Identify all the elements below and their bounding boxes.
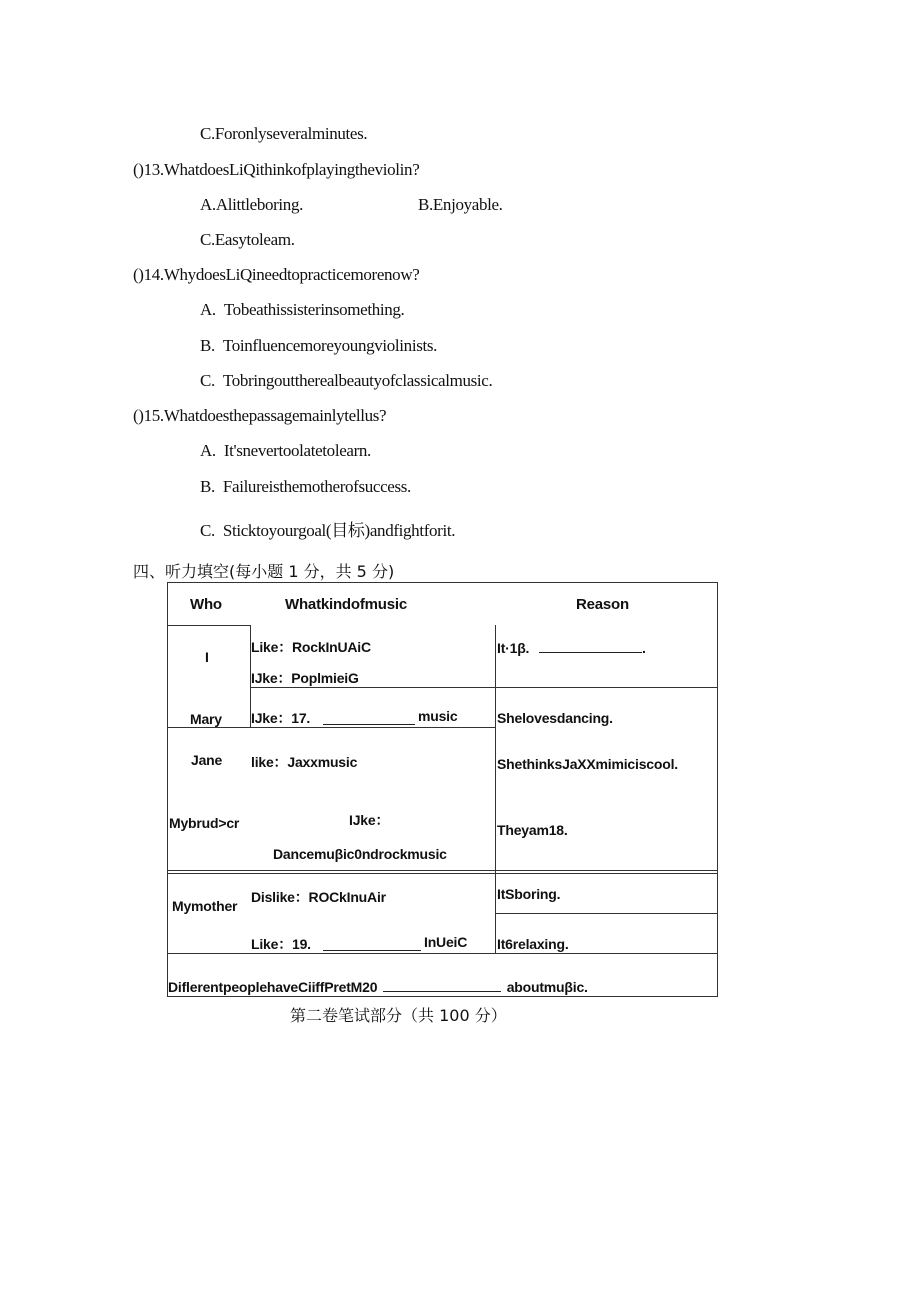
row-mother-reason-1: ItSboring. [497, 886, 561, 902]
row-mother-music: InUeiC [424, 934, 468, 950]
row-jane-like: like：Jaxxmusic [251, 754, 358, 770]
table-left-border [167, 582, 168, 997]
q15-option-a: A. It'snevertoolatetolearn. [200, 441, 371, 460]
blank-20-input[interactable] [383, 979, 501, 992]
row-brother-reason: Theyam18. [497, 822, 568, 838]
q14-stem: ()14.WhydoesLiQineedtopracticemorenow? [133, 265, 420, 284]
row-i-like-rock: Like：RockInUAiC [251, 639, 371, 655]
row-jane-reason: ShethinksJaXXmimiciscool. [497, 756, 678, 772]
q14-option-b: B. Toinfluencemoreyoungviolinists. [200, 336, 438, 355]
row-mary-who: Mary [190, 711, 222, 727]
table-top-border [167, 582, 718, 583]
row-i-reason: It·1β. . [497, 640, 646, 656]
table-right-border [717, 582, 718, 997]
table-line [167, 953, 718, 954]
volume-two-title: 第二卷笔试部分（共 100 分） [290, 1006, 507, 1025]
summary-sentence: DiflerentpeoplehaveCiiffPretM20 aboutmuβic. [168, 979, 588, 995]
table-line [167, 625, 250, 626]
row-brother-like-value: Dancemuβic0ndrockmusic [273, 846, 447, 862]
q13-stem: ()13.WhatdoesLiQithinkofplayingtheviolin? [133, 160, 420, 179]
row-mother-dislike: Dislike：ROCkInuAir [251, 889, 386, 905]
table-line [495, 625, 496, 953]
row-mother-who: Mymother [172, 898, 238, 914]
header-reason: Reason [576, 596, 629, 613]
row-jane-who: Jane [191, 752, 223, 768]
table-line [495, 913, 718, 914]
q13-option-a: A.Alittleboring. [200, 195, 303, 214]
row-brother-who: Mybrud>cr [169, 815, 240, 831]
row-brother-like-label: IJke： [349, 812, 390, 828]
table-line [167, 873, 718, 874]
header-music: Whatkindofmusic [285, 596, 408, 613]
q15-stem: ()15.Whatdoesthepassagemainlytellus? [133, 406, 387, 425]
table-line [167, 870, 718, 871]
table-bottom-border [167, 996, 718, 997]
q13-option-c: C.Easytoleam. [200, 230, 295, 249]
table-line [167, 727, 495, 728]
row-mother-reason-2: It6relaxing. [497, 936, 569, 952]
q15-option-c: C. Sticktoyourgoal(目标)andfightforit. [200, 521, 456, 540]
row-mary-like: IJke：17. [251, 710, 311, 726]
q12-option-c: C.Foronlyseveralminutes. [200, 124, 368, 143]
blank-19-input[interactable] [323, 950, 421, 951]
row-mary-reason: Shelovesdancing. [497, 710, 613, 726]
row-mother-like: Like：19. [251, 936, 311, 952]
q14-option-c: C. Tobringouttherealbeautyofclassicalmusic. [200, 371, 493, 390]
blank-16-input[interactable] [539, 640, 642, 653]
header-who: Who [190, 596, 222, 613]
section-four-title: 四、听力填空(每小题 1 分，共 5 分) [133, 562, 395, 581]
q14-option-a: A. Tobeathissisterinsomething. [200, 300, 405, 319]
q15-option-b: B. Failureisthemotherofsuccess. [200, 477, 411, 496]
row-i-like-pop: IJke：PoplmieiG [251, 670, 359, 686]
row-i-who: I [205, 649, 209, 665]
blank-17-input[interactable] [323, 724, 415, 725]
row-mary-music: music [418, 708, 458, 724]
q13-option-b: B.Enjoyable. [418, 195, 503, 214]
